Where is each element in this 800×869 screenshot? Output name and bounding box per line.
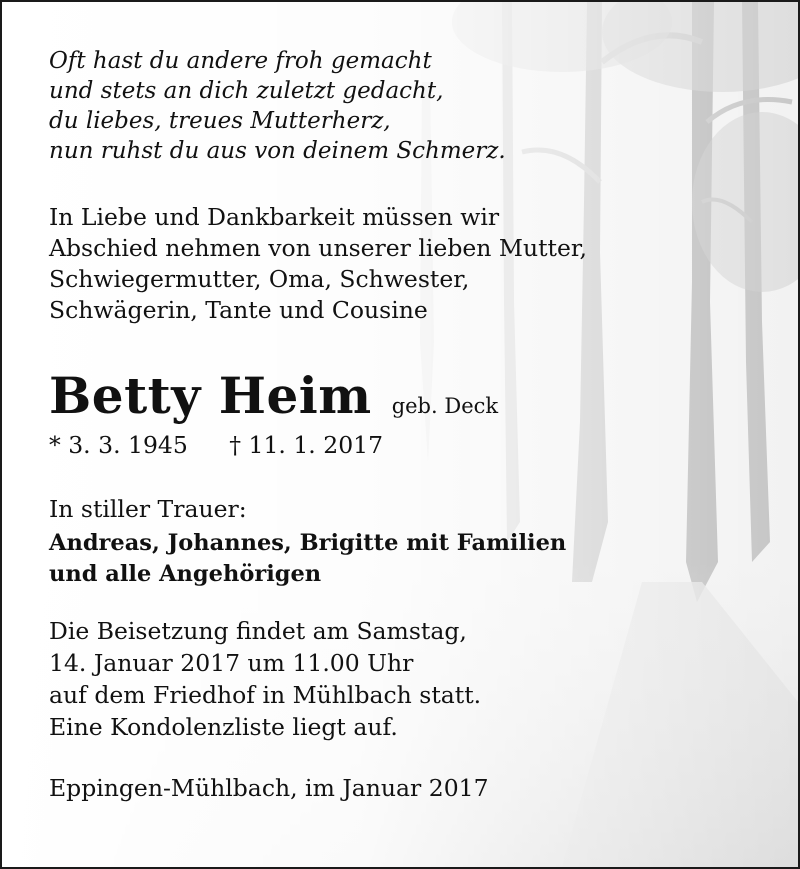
deceased-name: Betty Heim [49,366,372,425]
farewell-line: In Liebe und Dankbarkeit müssen wir [49,203,500,231]
mourners-line: und alle Angehörigen [49,561,322,587]
funeral-line: 14. Januar 2017 um 11.00 Uhr [49,649,414,677]
notice-content [49,46,778,804]
mourners-line: Andreas, Johannes, Brigitte mit Familien [49,530,567,556]
birth-date: * 3. 3. 1945 [49,431,188,459]
death-date: † 11. 1. 2017 [229,431,384,459]
poem-line: und stets an dich zuletzt gedacht, [49,78,444,104]
funeral-line: auf dem Friedhof in Mühlbach statt. [49,681,482,709]
poem-line: du liebes, treues Mutterherz, [49,108,391,134]
mourners-list [49,528,778,590]
farewell-text [49,202,778,326]
poem-line: nun ruhst du aus von deinem Schmerz. [49,138,506,164]
funeral-line: Die Beisetzung findet am Samstag, [49,617,467,645]
funeral-details [49,615,778,743]
funeral-line: Eine Kondolenzliste liegt auf. [49,713,398,741]
place-and-date: Eppingen-Mühlbach, im Januar 2017 [49,774,489,802]
maiden-name: geb. Deck [391,394,499,418]
poem-line: Oft hast du andere froh gemacht [49,48,432,74]
memorial-poem [49,46,778,166]
life-dates [49,430,778,460]
deceased-name-line [49,368,778,424]
farewell-line: Schwiegermutter, Oma, Schwester, [49,265,470,293]
mourning-label: In stiller Trauer: [49,495,247,523]
farewell-line: Abschied nehmen von unserer lieben Mutter, [49,234,587,262]
farewell-line: Schwägerin, Tante und Cousine [49,296,428,324]
